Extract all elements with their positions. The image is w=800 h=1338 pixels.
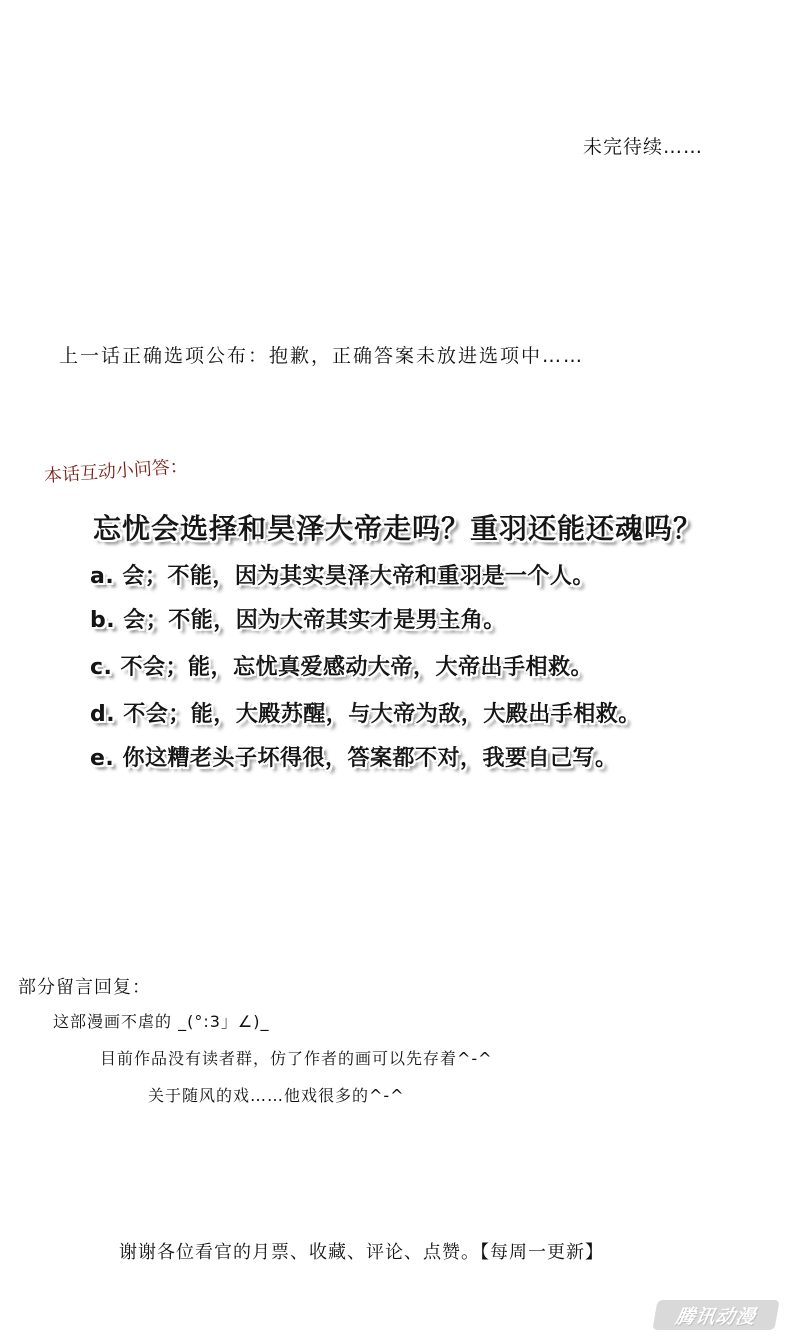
quiz-question: 忘忧会选择和昊泽大帝走吗？重羽还能还魂吗？ [93, 512, 703, 545]
watermark-text: 腾讯动漫 [673, 1305, 758, 1328]
to-be-continued-text: 未完待续…… [583, 136, 704, 158]
quiz-option-e: e. 你这糟老头子坏得很，答案都不对，我要自己写。 [90, 746, 618, 771]
watermark-logo [652, 1300, 779, 1330]
quiz-title: 本话互动小问答： [43, 455, 189, 487]
previous-answer-text: 上一话正确选项公布：抱歉，正确答案未放进选项中…… [59, 345, 585, 367]
quiz-option-a: a. 会；不能，因为其实昊泽大帝和重羽是一个人。 [90, 564, 595, 589]
replies-title: 部分留言回复： [18, 977, 151, 998]
quiz-option-d: d. 不会；能，大殿苏醒，与大帝为敌，大殿出手相救。 [90, 702, 641, 727]
quiz-option-b: b. 会；不能，因为大帝其实才是男主角。 [90, 608, 506, 633]
reply-item: 这部漫画不虐的 _(°:3」∠)_ [53, 1012, 270, 1031]
quiz-option-c: c. 不会；能，忘忧真爱感动大帝，大帝出手相救。 [90, 655, 594, 680]
thanks-text: 谢谢各位看官的月票、收藏、评论、点赞。【每周一更新】 [119, 1242, 604, 1263]
reply-item: 关于随风的戏……他戏很多的^-^ [148, 1086, 405, 1105]
reply-item: 目前作品没有读者群，仿了作者的画可以先存着^-^ [100, 1049, 493, 1068]
